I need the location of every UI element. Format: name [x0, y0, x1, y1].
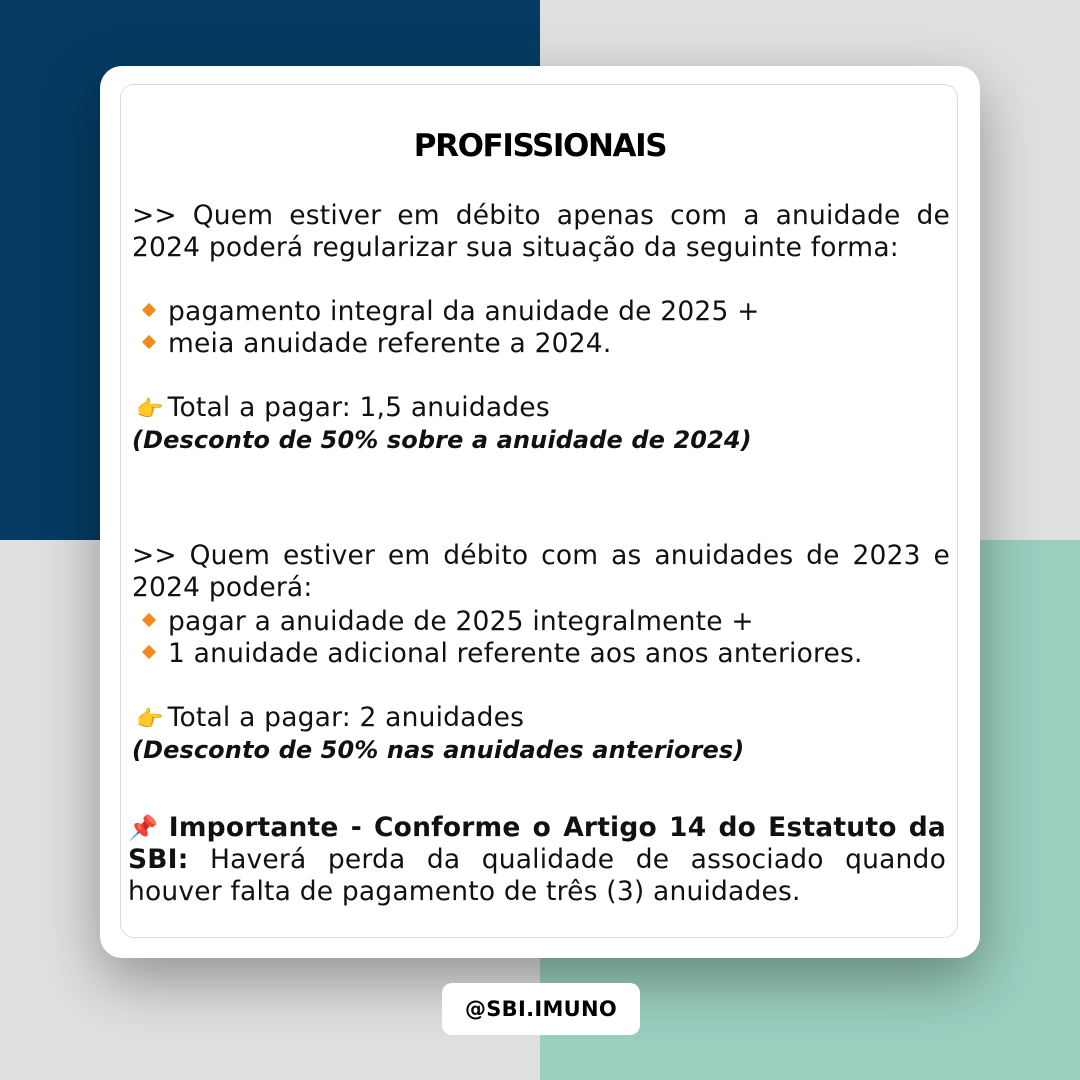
- pointing-hand-icon: 👉: [136, 397, 164, 422]
- important-notice: [128, 812, 946, 908]
- pushpin-icon: 📌: [128, 814, 161, 842]
- list-item: 1 anuidade adicional referente aos anos anteriores.: [132, 638, 950, 670]
- list-item: meia anuidade referente a 2024.: [132, 328, 950, 360]
- section1-intro: >> Quem estiver em débito apenas com a anuidade de 2024 poderá regularizar sua situação da seguinte forma:: [132, 200, 950, 263]
- section1-note: (Desconto de 50% sobre a anuidade de 2024): [132, 426, 752, 454]
- section2-bullets: [132, 606, 950, 670]
- section1-bullets: [132, 296, 950, 360]
- important-label: Importante - Conforme o Artigo 14 do Estatuto da SBI:: [128, 812, 946, 875]
- important-text: Haverá perda da qualidade de associado quando houver falta de pagamento de três (3) anuidades.: [128, 844, 946, 907]
- list-item: pagar a anuidade de 2025 integralmente +: [132, 606, 950, 638]
- orange-diamond-icon: [142, 302, 156, 316]
- section1-total: 👉 Total a pagar: 1,5 anuidades: [136, 392, 954, 426]
- section2-total: 👉 Total a pagar: 2 anuidades: [136, 702, 954, 736]
- page-title: PROFISSIONAIS: [413, 128, 667, 164]
- section2-intro: >> Quem estiver em débito com as anuidades de 2023 e 2024 poderá:: [132, 540, 950, 603]
- list-item: pagamento integral da anuidade de 2025 +: [132, 296, 950, 328]
- section2-note: (Desconto de 50% nas anuidades anteriores): [132, 736, 745, 764]
- pointing-hand-icon: 👉: [136, 707, 164, 732]
- social-handle: @SBI.IMUNO: [442, 983, 640, 1035]
- orange-diamond-icon: [142, 334, 156, 348]
- orange-diamond-icon: [142, 644, 156, 658]
- orange-diamond-icon: [142, 612, 156, 626]
